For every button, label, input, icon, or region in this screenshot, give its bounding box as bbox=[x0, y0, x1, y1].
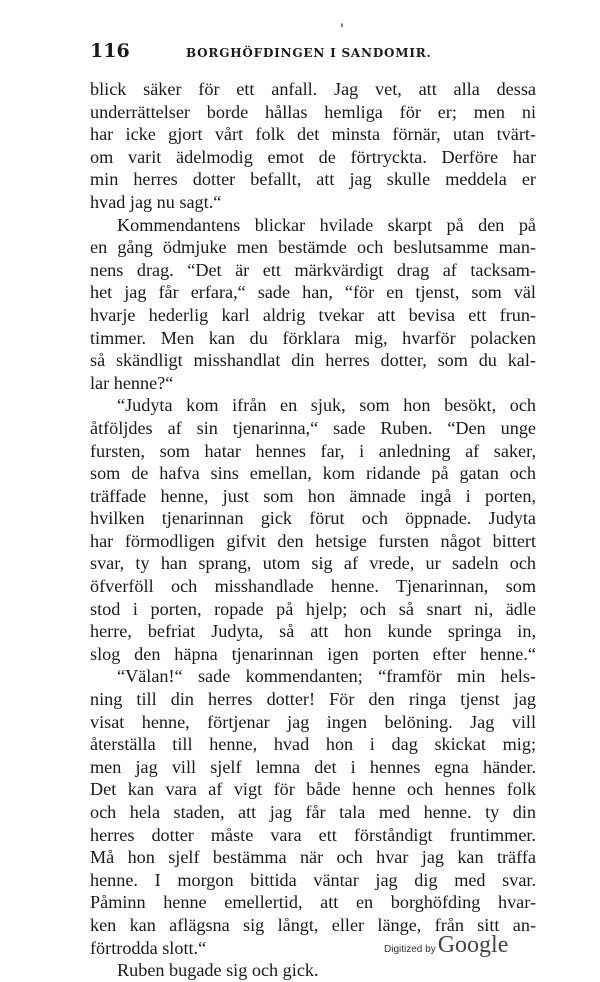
text-line: träffade henne, just som hon ämnade ingå i porten, bbox=[90, 485, 536, 506]
page-number: 116 bbox=[90, 40, 130, 62]
text-line: Det kan vara af vigt för både henne och hennes folk bbox=[90, 779, 536, 800]
text-line: förtrodda slott.“ bbox=[90, 937, 207, 958]
text-line: och hela staden, att jag får tala med henne. ty din bbox=[90, 802, 536, 822]
text-line: åtföljdes af sin tjenarinna,“ sade Ruben. “Den unge bbox=[90, 417, 536, 438]
text-line: lar henne?“ bbox=[90, 372, 174, 393]
text-line: herre, befriat Judyta, så att hon kunde springa in, bbox=[90, 621, 536, 642]
text-line: het jag får erfara,“ sade han, “för en tjenst, som väl bbox=[90, 282, 536, 303]
text-line: underrättelser borde hållas hemliga för er; men ni bbox=[90, 101, 536, 122]
text-line: har icke gjort vårt folk det minsta förnär, utan tvärt- bbox=[90, 124, 536, 145]
text-line: svar, ty han sprang, utom sig af vrede, ur sadeln och bbox=[90, 553, 536, 574]
page-header bbox=[90, 40, 530, 70]
text-line: som de hafva sins emellan, kom ridande på gatan och bbox=[90, 463, 536, 484]
text-line: ning till din herres dotter! För den ringa tjenst jag bbox=[90, 689, 536, 710]
running-title: BORGHÖFDINGEN I SANDOMIR. bbox=[186, 46, 432, 60]
digitized-footer bbox=[384, 932, 508, 959]
text-line: fursten, som hatar hennes far, i anledning af saker, bbox=[90, 440, 536, 461]
text-line: “Välan!“ sade kommendanten; “framför min hels- bbox=[117, 666, 536, 687]
text-line: hvilken tjenarinnan gick förut och öppnade. Judyta bbox=[90, 508, 536, 529]
text-line: blick säker för ett anfall. Jag vet, att alla dessa bbox=[90, 79, 536, 99]
text-line: timmer. Men kan du förklara mig, hvarför polacken bbox=[90, 327, 536, 348]
text-line: återställa till henne, hvad hon i dag skickat mig; bbox=[90, 734, 536, 755]
text-line: visat henne, förtjenar jag ingen belöning. Jag vill bbox=[90, 711, 536, 732]
text-line: hvarje hederlig karl aldrig tvekar att bevisa ett frun- bbox=[90, 304, 536, 325]
text-line: en gång ödmjuke men bestämde och beslutsamme man- bbox=[90, 237, 536, 258]
digitized-label: Digitized by bbox=[384, 944, 436, 955]
top-mark: ' bbox=[340, 22, 344, 38]
text-line: henne. I morgon bittida väntar jag dig med svar. bbox=[90, 869, 536, 890]
text-line: Påminn henne emellertid, att en borghöfding hvar- bbox=[90, 892, 536, 913]
text-line: Kommendantens blickar hvilade skarpt på den på bbox=[117, 214, 536, 235]
google-logo: Google bbox=[437, 932, 509, 958]
text-line: stod i porten, ropade på hjelp; och så snart ni, ädle bbox=[90, 598, 536, 619]
text-line: Må hon sjelf bestämma när och hvar jag kan träffa bbox=[90, 847, 536, 868]
text-line: min herres dotter befallt, att jag skulle meddela er bbox=[90, 169, 536, 190]
text-line: slog den häpna tjenarinnan igen porten efter henne.“ bbox=[90, 643, 536, 664]
text-line: hvad jag nu sagt.“ bbox=[90, 191, 222, 212]
text-line: nens drag. “Det är ett märkvärdigt drag af tacksam- bbox=[90, 259, 536, 280]
text-line: så skändligt misshandlat din herres dotter, som du kal- bbox=[90, 350, 536, 371]
text-line: om varit ädelmodig emot de förtryckta. Derföre har bbox=[90, 146, 536, 167]
text-line: har förmodligen gifvit den hetsige fursten något bittert bbox=[90, 530, 536, 551]
text-line: öfverföll och misshandlade henne. Tjenarinnan, som bbox=[90, 576, 536, 597]
text-line: “Judyta kom ifrån en sjuk, som hon besökt, och bbox=[117, 395, 536, 416]
text-line: ken kan aflägsna sig långt, eller länge, från sitt an- bbox=[90, 914, 536, 935]
body-text bbox=[90, 78, 536, 982]
text-line: herres dotter måste vara ett förståndigt fruntimmer. bbox=[90, 824, 536, 845]
text-line: men jag vill sjelf lemna det i hennes egna händer. bbox=[90, 756, 536, 777]
text-line: Ruben bugade sig och gick. bbox=[117, 960, 319, 981]
